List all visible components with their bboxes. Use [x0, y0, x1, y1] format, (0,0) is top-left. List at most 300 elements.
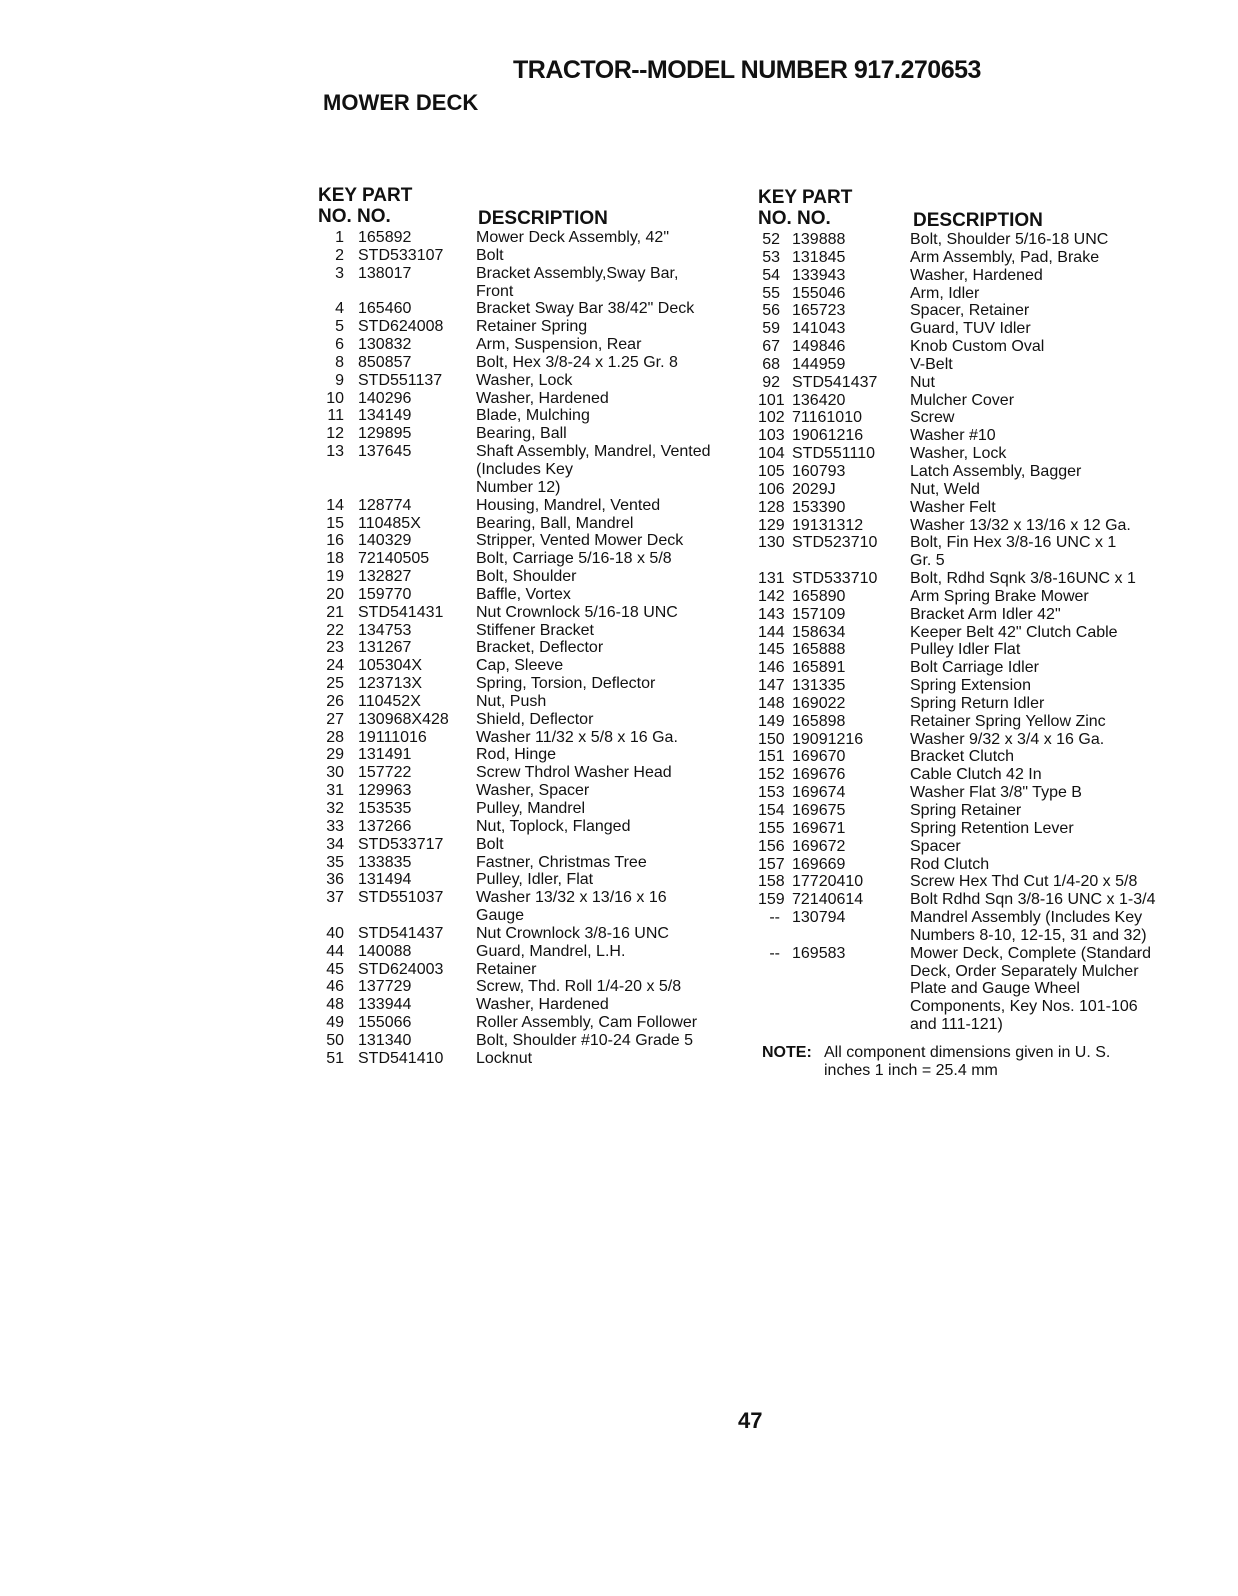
part-description: Guard, Mandrel, L.H.: [476, 942, 626, 960]
key-number: 104: [758, 445, 785, 463]
table-row: [318, 586, 738, 604]
part-number: 144959: [792, 355, 846, 373]
part-description: Washer 11/32 x 5/8 x 16 Ga.: [476, 728, 678, 746]
key-number: 156: [758, 837, 785, 855]
part-description: Screw: [910, 409, 955, 427]
part-number: STD624008: [358, 318, 444, 336]
part-description: Blade, Mulching: [476, 407, 590, 425]
key-number: 15: [326, 514, 344, 532]
table-row: [758, 320, 1178, 338]
key-number: 20: [326, 585, 344, 603]
table-row: [758, 802, 1178, 820]
key-number: 32: [326, 800, 344, 817]
key-number: 30: [326, 764, 344, 782]
key-number: 45: [326, 960, 344, 978]
table-row: [318, 729, 738, 747]
section-title: MOWER DECK: [323, 90, 479, 115]
table-row: [758, 356, 1178, 374]
table-row: [318, 622, 738, 640]
key-number: 3: [335, 264, 344, 282]
table-row: [758, 873, 1178, 891]
key-number: 144: [758, 623, 785, 641]
part-number: 19131312: [792, 516, 864, 534]
table-row: [318, 675, 738, 693]
part-number: 110452X: [358, 692, 421, 710]
table-row: [758, 784, 1178, 802]
parts-rows: [318, 229, 738, 1068]
key-number: 143: [758, 605, 785, 623]
part-description: Bolt, Shoulder: [476, 568, 577, 586]
part-number: 165890: [792, 587, 846, 605]
part-description: Screw, Thd. Roll 1/4-20 x 5/8: [476, 978, 682, 996]
part-number: 153535: [358, 800, 412, 817]
table-row: [758, 820, 1178, 838]
table-row: [758, 499, 1178, 517]
part-description: Washer, Lock: [476, 371, 573, 389]
part-description: Washer, Hardened: [476, 389, 609, 407]
part-description: Washer Felt: [910, 498, 996, 516]
part-description: Housing, Mandrel, Vented: [476, 496, 661, 514]
key-number: 49: [326, 1014, 344, 1032]
part-description: Screw Hex Thd Cut 1/4-20 x 5/8: [910, 873, 1138, 891]
part-description: Rod, Hinge: [476, 746, 557, 764]
note-text: All component dimensions given in U. S. inches 1 inch = 25.4 mm: [824, 1044, 1111, 1079]
table-row: [318, 961, 738, 979]
header-no-no: NO. NO.: [758, 208, 831, 229]
table-row: [318, 818, 738, 836]
part-number: 131491: [358, 746, 412, 764]
part-number: 72140505: [358, 550, 430, 568]
key-number: 24: [326, 657, 344, 675]
part-description: Washer #10: [910, 427, 996, 445]
key-number: 9: [335, 371, 344, 389]
part-description: Nut, Push: [476, 692, 547, 710]
part-number: 128774: [358, 496, 412, 514]
part-number: 130794: [792, 909, 846, 927]
key-number: 27: [326, 710, 344, 728]
key-number: 48: [326, 996, 344, 1014]
part-number: 129963: [358, 782, 412, 800]
part-description: Arm, Suspension, Rear: [476, 336, 642, 354]
table-row: [758, 302, 1178, 320]
part-description: Stiffener Bracket: [476, 621, 594, 639]
key-number: 67: [762, 338, 780, 356]
key-number: 46: [326, 978, 344, 996]
key-number: 33: [326, 817, 344, 835]
key-number: 19: [326, 568, 344, 586]
table-row: [318, 425, 738, 443]
key-number: 142: [758, 587, 785, 605]
key-number: 12: [326, 425, 344, 443]
part-number: 165892: [358, 229, 412, 246]
part-number: 141043: [792, 320, 846, 338]
table-row: [758, 409, 1178, 427]
part-description: Fastner, Christmas Tree: [476, 853, 647, 871]
part-description: Washer, Hardened: [476, 996, 609, 1014]
table-row: [758, 695, 1178, 713]
part-number: 140296: [358, 389, 412, 407]
table-row: [758, 838, 1178, 856]
note-label: NOTE:: [762, 1044, 812, 1061]
table-row: [318, 354, 738, 372]
key-number: 106: [758, 480, 785, 498]
part-number: 169672: [792, 837, 846, 855]
key-number: --: [769, 909, 780, 927]
part-description: Bolt, Carriage 5/16-18 x 5/8: [476, 550, 672, 568]
part-description: Stripper, Vented Mower Deck: [476, 532, 684, 550]
table-row: [758, 641, 1178, 659]
key-number: 50: [326, 1031, 344, 1049]
part-number: 149846: [792, 338, 846, 356]
part-number: 155066: [358, 1014, 412, 1032]
part-description: Washer, Lock: [910, 445, 1007, 463]
key-number: 68: [762, 355, 780, 373]
table-row: [318, 657, 738, 675]
part-number: STD533710: [792, 570, 878, 588]
key-number: 56: [762, 302, 780, 320]
key-number: 152: [758, 766, 785, 784]
table-row: [758, 249, 1178, 267]
part-number: 71161010: [792, 409, 862, 427]
part-number: 133943: [792, 266, 846, 284]
table-row: [318, 996, 738, 1014]
key-number: 52: [762, 231, 780, 248]
table-row: [758, 267, 1178, 285]
part-description: Baffle, Vortex: [476, 585, 571, 603]
part-description: Spring Retention Lever: [910, 819, 1074, 837]
part-description: Bearing, Ball, Mandrel: [476, 514, 634, 532]
part-description: Bolt, Shoulder #10-24 Grade 5: [476, 1031, 694, 1049]
table-row: [758, 606, 1178, 624]
parts-list-right: [758, 187, 1178, 1034]
part-number: 160793: [792, 462, 846, 480]
table-row: [758, 624, 1178, 642]
part-description: V-Belt: [910, 355, 953, 373]
part-description: Mower Deck, Complete (Standard Deck, Order Separately Mulcher Plate and Gauge Wheel Components, Key Nos. 101-106 and 111-121): [910, 944, 1151, 1034]
column-header: [758, 187, 1178, 231]
key-number: 128: [758, 498, 785, 516]
part-number: STD533717: [358, 835, 444, 853]
part-number: 134149: [358, 407, 412, 425]
key-number: 130: [758, 534, 785, 552]
part-description: Nut Crownlock 3/8-16 UNC: [476, 924, 669, 942]
table-row: [758, 909, 1178, 945]
table-row: [318, 693, 738, 711]
table-row: [758, 731, 1178, 749]
part-number: 131340: [358, 1031, 412, 1049]
key-number: 92: [762, 373, 780, 391]
part-description: Bracket Assembly,Sway Bar, Front: [476, 264, 679, 300]
part-number: 140088: [358, 942, 412, 960]
table-row: [318, 1032, 738, 1050]
part-number: 137645: [358, 443, 412, 461]
part-number: 169022: [792, 694, 846, 712]
header-description: DESCRIPTION: [478, 208, 608, 229]
part-number: 169675: [792, 802, 846, 819]
table-row: [318, 229, 738, 247]
key-number: 23: [326, 639, 344, 657]
part-description: Washer, Hardened: [910, 266, 1043, 284]
part-number: 131267: [358, 639, 412, 657]
header-no-no: NO. NO.: [318, 206, 391, 227]
part-description: Locknut: [476, 1049, 533, 1067]
part-number: 133835: [358, 853, 412, 871]
part-description: Retainer: [476, 960, 537, 978]
part-number: 123713X: [358, 675, 423, 693]
part-description: Bearing, Ball: [476, 425, 567, 443]
key-number: 16: [326, 532, 344, 550]
table-row: [318, 568, 738, 586]
key-number: 37: [326, 889, 344, 907]
table-row: [318, 889, 738, 925]
part-number: 169670: [792, 748, 846, 766]
part-number: 165891: [792, 659, 846, 677]
part-number: STD624003: [358, 960, 444, 978]
table-row: [318, 265, 738, 301]
part-description: Roller Assembly, Cam Follower: [476, 1014, 698, 1032]
dimensions-note: [762, 1044, 1182, 1079]
table-row: [318, 764, 738, 782]
part-number: 155046: [792, 284, 846, 302]
parts-rows: [758, 231, 1178, 1034]
table-row: [758, 534, 1178, 570]
part-number: 2029J: [792, 480, 836, 498]
key-number: 13: [326, 443, 344, 461]
part-number: 138017: [358, 264, 412, 282]
parts-list-left: [318, 185, 738, 1068]
part-number: STD551037: [358, 889, 444, 907]
table-row: [758, 945, 1178, 1034]
table-row: [318, 639, 738, 657]
key-number: 44: [326, 942, 344, 960]
table-row: [318, 854, 738, 872]
part-number: 19091216: [792, 730, 864, 748]
part-description: Shaft Assembly, Mandrel, Vented (Includes Key Number 12): [476, 443, 711, 496]
part-number: 169669: [792, 855, 846, 873]
part-number: 136420: [792, 391, 846, 409]
table-row: [318, 443, 738, 497]
part-description: Arm Spring Brake Mower: [910, 587, 1089, 605]
part-description: Mower Deck Assembly, 42": [476, 229, 669, 246]
table-row: [758, 427, 1178, 445]
part-description: Spring Extension: [910, 677, 1031, 695]
part-description: Pulley, Mandrel: [476, 800, 586, 817]
key-number: 25: [326, 675, 344, 693]
key-number: 40: [326, 924, 344, 942]
part-description: Bolt, Fin Hex 3/8-16 UNC x 1 Gr. 5: [910, 534, 1117, 570]
part-description: Knob Custom Oval: [910, 338, 1045, 356]
key-number: 150: [758, 730, 785, 748]
part-number: 159770: [358, 585, 412, 603]
table-row: [758, 713, 1178, 731]
table-row: [318, 1050, 738, 1068]
table-row: [758, 891, 1178, 909]
part-description: Spring Return Idler: [910, 694, 1045, 712]
table-row: [318, 515, 738, 533]
part-number: 129895: [358, 425, 412, 443]
part-number: 17720410: [792, 873, 864, 891]
part-description: Arm Assembly, Pad, Brake: [910, 248, 1100, 266]
part-description: Screw Thdrol Washer Head: [476, 764, 672, 782]
key-number: 103: [758, 427, 785, 445]
part-number: 165898: [792, 712, 846, 730]
part-number: 131494: [358, 871, 412, 889]
part-number: 165723: [792, 302, 846, 320]
part-number: 169676: [792, 766, 846, 784]
table-row: [318, 943, 738, 961]
header-key-part: KEY PART: [318, 185, 413, 206]
key-number: 11: [327, 407, 344, 425]
part-description: Cap, Sleeve: [476, 657, 564, 675]
key-number: 55: [762, 284, 780, 302]
part-description: Washer 9/32 x 3/4 x 16 Ga.: [910, 730, 1105, 748]
table-row: [758, 481, 1178, 499]
table-row: [318, 532, 738, 550]
part-number: 19111016: [358, 728, 427, 746]
table-row: [758, 463, 1178, 481]
part-number: STD541437: [792, 373, 878, 391]
part-number: 157722: [358, 764, 412, 782]
part-description: Rod Clutch: [910, 855, 990, 873]
part-description: Arm, Idler: [910, 284, 980, 302]
part-number: 169674: [792, 784, 846, 802]
key-number: 1: [335, 229, 344, 246]
table-row: [318, 925, 738, 943]
part-description: Shield, Deflector: [476, 710, 594, 728]
part-number: 169671: [792, 819, 846, 837]
table-row: [318, 247, 738, 265]
table-row: [758, 338, 1178, 356]
key-number: 21: [326, 603, 344, 621]
key-number: 153: [758, 784, 785, 802]
table-row: [318, 871, 738, 889]
key-number: 154: [758, 802, 785, 819]
part-description: Cable Clutch 42 In: [910, 766, 1042, 784]
part-description: Bolt, Rdhd Sqnk 3/8-16UNC x 1: [910, 570, 1136, 588]
part-number: STD533107: [358, 246, 444, 264]
key-number: 129: [758, 516, 785, 534]
table-row: [318, 318, 738, 336]
key-number: 35: [326, 853, 344, 871]
key-number: 155: [758, 819, 785, 837]
part-number: 157109: [792, 605, 846, 623]
key-number: 102: [758, 409, 785, 427]
part-description: Latch Assembly, Bagger: [910, 462, 1082, 480]
table-row: [758, 445, 1178, 463]
part-description: Washer, Spacer: [476, 782, 590, 800]
part-description: Nut, Weld: [910, 480, 980, 498]
page-title: TRACTOR--MODEL NUMBER 917.270653: [513, 56, 981, 84]
part-description: Nut, Toplock, Flanged: [476, 817, 631, 835]
part-description: Bolt Carriage Idler: [910, 659, 1039, 677]
table-row: [758, 677, 1178, 695]
part-description: Washer 13/32 x 13/16 x 12 Ga.: [910, 516, 1131, 534]
part-description: Mulcher Cover: [910, 391, 1015, 409]
part-number: 131845: [792, 248, 846, 266]
key-number: 149: [758, 712, 785, 730]
table-row: [318, 836, 738, 854]
key-number: 14: [326, 496, 344, 514]
part-description: Spacer, Retainer: [910, 302, 1030, 320]
key-number: 26: [326, 692, 344, 710]
key-number: 2: [335, 246, 344, 264]
table-row: [318, 978, 738, 996]
key-number: 5: [335, 318, 344, 336]
part-number: 165888: [792, 641, 846, 659]
part-description: Keeper Belt 42" Clutch Cable: [910, 623, 1118, 641]
part-number: STD551110: [792, 445, 876, 463]
part-number: 169583: [792, 944, 846, 962]
table-row: [758, 588, 1178, 606]
key-number: 34: [326, 835, 344, 853]
part-number: STD523710: [792, 534, 878, 552]
table-row: [758, 659, 1178, 677]
key-number: 31: [326, 782, 344, 800]
key-number: --: [769, 944, 780, 962]
part-number: STD551137: [358, 371, 443, 389]
part-number: STD541410: [358, 1049, 444, 1067]
table-row: [758, 570, 1178, 588]
key-number: 6: [335, 336, 344, 354]
key-number: 36: [326, 871, 344, 889]
part-description: Bolt Rdhd Sqn 3/8-16 UNC x 1-3/4: [910, 891, 1156, 909]
key-number: 10: [326, 389, 344, 407]
part-number: 132827: [358, 568, 412, 586]
key-number: 4: [335, 300, 344, 318]
table-row: [318, 800, 738, 818]
part-description: Guard, TUV Idler: [910, 320, 1031, 338]
key-number: 8: [335, 353, 344, 371]
part-description: Pulley, Idler, Flat: [476, 871, 594, 889]
part-description: Washer Flat 3/8" Type B: [910, 784, 1082, 802]
part-description: Bracket, Deflector: [476, 639, 604, 657]
part-description: Bolt: [476, 246, 504, 264]
part-description: Retainer Spring: [476, 318, 588, 336]
key-number: 147: [758, 677, 785, 695]
table-row: [318, 372, 738, 390]
part-number: 130968X428: [358, 710, 449, 728]
table-row: [758, 231, 1178, 249]
key-number: 51: [326, 1049, 344, 1067]
part-description: Bracket Sway Bar 38/42" Deck: [476, 300, 695, 318]
table-row: [758, 766, 1178, 784]
part-number: 137729: [358, 978, 412, 996]
part-description: Bolt, Shoulder 5/16-18 UNC: [910, 231, 1109, 248]
key-number: 151: [758, 748, 785, 766]
key-number: 59: [762, 320, 780, 338]
part-number: 19061216: [792, 427, 864, 445]
key-number: 101: [758, 391, 785, 409]
header-description: DESCRIPTION: [913, 210, 1043, 231]
part-description: Bracket Arm Idler 42": [910, 605, 1061, 623]
table-row: [318, 336, 738, 354]
key-number: 29: [326, 746, 344, 764]
key-number: 105: [758, 462, 785, 480]
page-number: 47: [738, 1408, 763, 1433]
part-number: 158634: [792, 623, 846, 641]
table-row: [758, 392, 1178, 410]
key-number: 28: [326, 728, 344, 746]
part-number: STD541437: [358, 924, 444, 942]
table-row: [318, 746, 738, 764]
key-number: 157: [758, 855, 785, 873]
part-description: Nut Crownlock 5/16-18 UNC: [476, 603, 678, 621]
part-number: 130832: [358, 336, 412, 354]
part-description: Spring, Torsion, Deflector: [476, 675, 656, 693]
part-number: 131335: [792, 677, 846, 695]
part-number: 137266: [358, 817, 412, 835]
part-description: Mandrel Assembly (Includes Key Numbers 8-10, 12-15, 31 and 32): [910, 909, 1147, 944]
